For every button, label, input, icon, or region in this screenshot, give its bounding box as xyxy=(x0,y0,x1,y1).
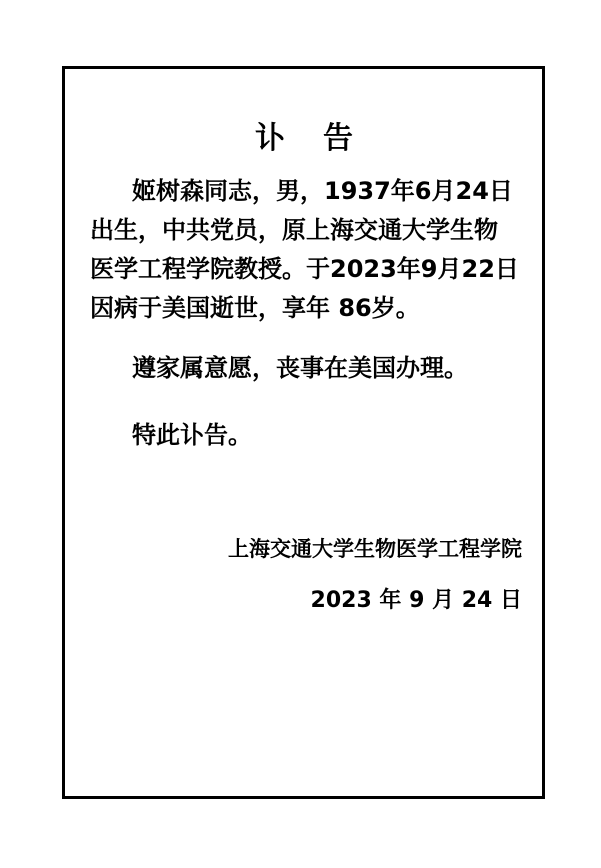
obituary-body-line-4: 因病于美国逝世，享年 86岁。 xyxy=(90,294,420,322)
obituary-body-line-2: 出生，中共党员，原上海交通大学生物 xyxy=(90,216,498,244)
issue-date: 2023 年 9 月 24 日 xyxy=(310,588,522,613)
issuer-signature: 上海交通大学生物医学工程学院 xyxy=(228,537,522,561)
obituary-title: 讣 告 xyxy=(255,121,357,156)
closing-paragraph: 特此讣告。 xyxy=(132,421,252,449)
obituary-body-line-3: 医学工程学院教授。于2023年9月22日 xyxy=(90,255,519,283)
funeral-arrangement-paragraph: 遵家属意愿，丧事在美国办理。 xyxy=(132,354,468,382)
obituary-frame xyxy=(62,66,545,799)
obituary-body-line-1: 姬树森同志，男，1937年6月24日 xyxy=(132,177,513,205)
obituary-main-paragraph xyxy=(90,172,522,328)
